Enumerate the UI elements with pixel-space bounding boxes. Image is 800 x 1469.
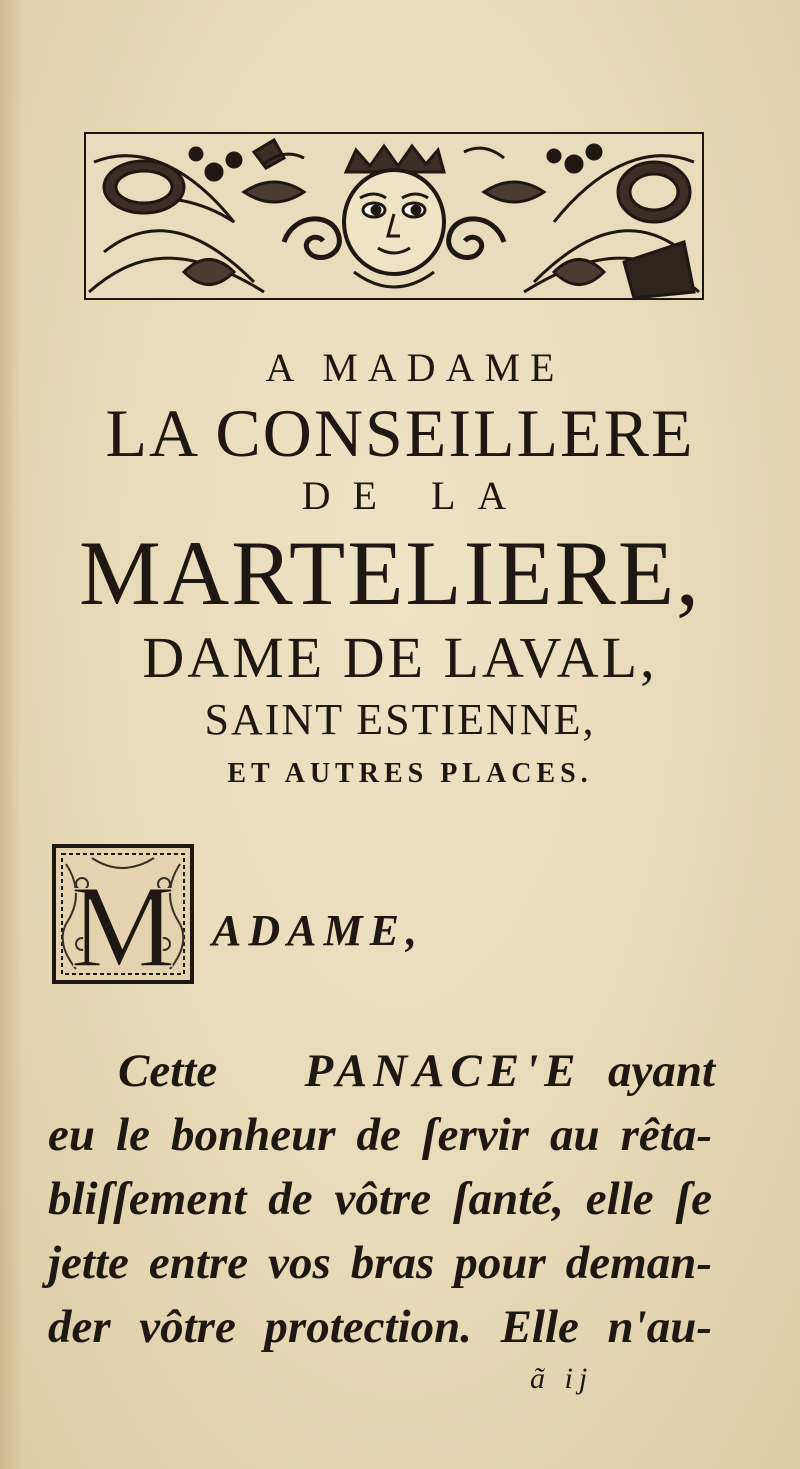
headpiece-ornament: [84, 132, 704, 300]
body-line-3: bliſſement de vôtre ſanté, elle ſe: [48, 1173, 712, 1225]
salutation-text: ADAME,: [212, 906, 424, 955]
decorated-initial-m: [52, 844, 194, 984]
body-line-1-end: ayant: [608, 1045, 716, 1097]
body-line-1-caps: PANACE'E: [304, 1045, 582, 1097]
body-line-2: eu le bonheur de ſervir au rêta-: [48, 1109, 712, 1161]
dedication-line-1: A MADAME: [265, 345, 565, 390]
dedication-line-4: MARTELIERE,: [78, 522, 702, 624]
body-line-1: [48, 1045, 716, 1097]
body-line-4: jette entre vos bras pour deman-: [48, 1237, 712, 1289]
dedication-line-3: DE LA: [301, 473, 529, 518]
initial-letter: M: [70, 861, 176, 984]
dedication-line-6: SAINT ESTIENNE,: [204, 695, 596, 744]
signature-mark: ã ij: [530, 1362, 594, 1395]
dedication-line-5: DAME DE LAVAL,: [142, 625, 658, 690]
dedication-line-7: ET AUTRES PLACES.: [227, 758, 593, 789]
dedication-line-2: LA CONSEILLERE: [105, 395, 695, 471]
body-line-5: der vôtre protection. Elle n'au-: [48, 1301, 712, 1353]
body-line-1-start: Cette: [118, 1045, 218, 1097]
